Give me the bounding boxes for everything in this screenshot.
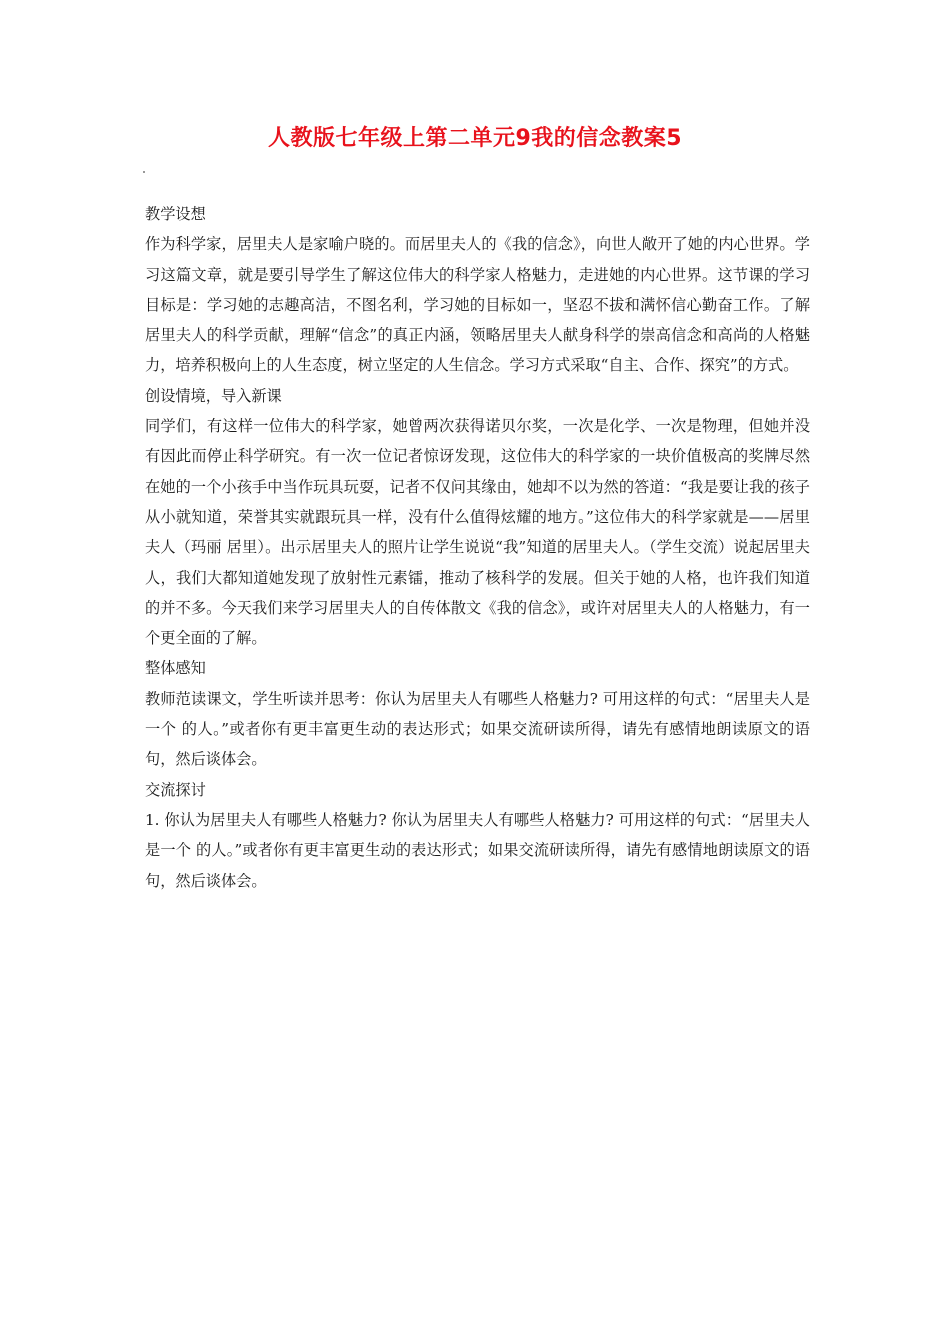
paragraph: 同学们，有这样一位伟大的科学家，她曾两次获得诺贝尔奖，一次是化学、一次是物理，但她并没有因此而停止科学研究。有一次一位记者惊讶发现，这位伟大的科学家的一块价值极高的奖牌尽然在她的一个小孩手中当作玩具玩耍，记者不仅问其缘由，她却不以为然的答道：“我是要让我的孩子从小就知道，荣誉其实就跟玩具一样，没有什么值得炫耀的地方。”这位伟大的科学家就是——居里夫人（玛丽 居里）。出示居里夫人的照片让学生说说“我”知道的居里夫人。（学生交流）说起居里夫人，我们大都知道她发现了放射性元素镭，推动了核科学的发展。但关于她的人格，也许我们知道的并不多。今天我们来学习居里夫人的自传体散文《我的信念》，或许对居里夫人的人格魅力，有一个更全面的了解。 xyxy=(145,417,810,648)
document-body xyxy=(145,199,810,896)
stray-mark xyxy=(143,171,145,173)
paragraph: 教师范读课文，学生听读并思考：你认为居里夫人有哪些人格魅力? 可用这样的句式：“居里夫人是一个 的人。”或者你有更丰富更生动的表达形式；如果交流研读所得，请先有感情地朗读原文的语句，然后谈体会。 xyxy=(145,689,810,769)
section-heading: 教学设想 xyxy=(145,205,206,223)
paragraph: 1. 你认为居里夫人有哪些人格魅力? 你认为居里夫人有哪些人格魅力? 可用这样的句式：“居里夫人是一个 的人。”或者你有更丰富更生动的表达形式；如果交流研读所得，请先有感情地朗读原文的语句，然后谈体会。 xyxy=(145,810,810,890)
paragraph: 作为科学家，居里夫人是家喻户晓的。而居里夫人的《我的信念》，向世人敞开了她的内心世界。学习这篇文章，就是要引导学生了解这位伟大的科学家人格魅力，走进她的内心世界。这节课的学习目标是：学习她的志趣高洁，不图名利，学习她的目标如一，坚忍不拔和满怀信心勤奋工作。了解居里夫人的科学贡献，理解“信念”的真正内涵，领略居里夫人献身科学的崇高信念和高尚的人格魅力，培养积极向上的人生态度，树立坚定的人生信念。学习方式采取“自主、合作、探究”的方式。 xyxy=(145,235,810,375)
section-heading: 创设情境，导入新课 xyxy=(145,386,282,405)
section-heading: 整体感知 xyxy=(145,659,206,678)
document-title: 人教版七年级上第二单元9我的信念教案5 xyxy=(267,126,683,151)
section-heading: 交流探讨 xyxy=(145,780,206,799)
